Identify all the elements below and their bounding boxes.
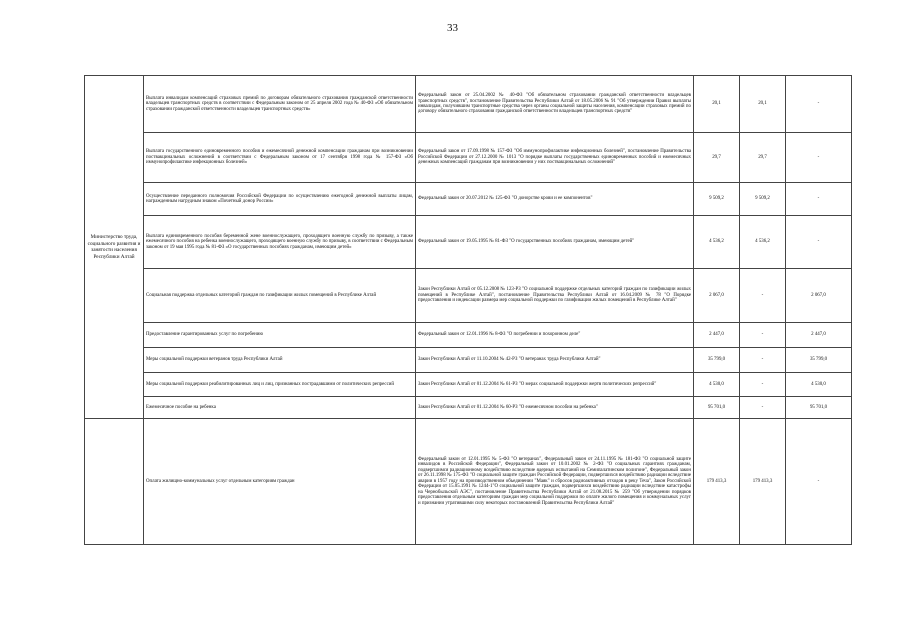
description-cell: Выплата единовременного пособия беременной жене военнослужащего, проходящего военную службу по призыву, а также ежемесячного пособия на ребенка военнослужащего, проходящего военную службу по призыву, в соответствии с Федеральным законом от 19 мая 1995 года № 81-ФЗ «О государственных пособиях гражданам, имеющим детей» xyxy=(144,216,416,269)
amount-total-cell: 20,1 xyxy=(694,76,740,133)
law-cell: Закон Республики Алтай от 11.10.2004 № 42-РЗ "О ветеранах труда Республики Алтай" xyxy=(416,348,694,373)
amount-regional-cell: - xyxy=(786,183,852,216)
amount-regional-cell: 35 799,0 xyxy=(786,348,852,373)
amount-federal-cell: - xyxy=(740,269,786,323)
amount-regional-cell: - xyxy=(786,216,852,269)
expenditure-table xyxy=(84,75,852,545)
amount-federal-cell: - xyxy=(740,323,786,348)
amount-federal-cell: 4 536,2 xyxy=(740,216,786,269)
description-cell: Меры социальной поддержки ветеранов труда Республики Алтай xyxy=(144,348,416,373)
amount-regional-cell: 95 701,0 xyxy=(786,397,852,419)
amount-total-cell: 179 413,3 xyxy=(694,419,740,545)
description-cell: Предоставление гарантированных услуг по погребению xyxy=(144,323,416,348)
organization-cell: Министерство труда, социального развития и занятости населения Республики Алтай xyxy=(85,76,144,419)
amount-regional-cell: 2 447,0 xyxy=(786,323,852,348)
amount-regional-cell: - xyxy=(786,76,852,133)
page-number: 33 xyxy=(447,22,458,34)
description-cell: Выплата государственного единовременного пособия и ежемесячной денежной компенсации гражданам при возникновении поствакцинальных осложнений в соответствии с Федеральным законом от 17 сентября 1998 года № 157-ФЗ «Об иммунопрофилактике инфекционных болезней» xyxy=(144,133,416,183)
table-row xyxy=(85,76,852,133)
description-cell: Осуществление переданного полномочия Российской Федерации по осуществлению ежегодной денежной выплаты лицам, награжденным нагрудным знаком «Почетный донор России» xyxy=(144,183,416,216)
table-row xyxy=(85,216,852,269)
amount-federal-cell: 20,1 xyxy=(740,76,786,133)
law-cell: Закон Республики Алтай от 05.12.2008 № 123-РЗ "О социальной поддержке отдельных категорий граждан по газификации жилых помещений в Республике Алтай", постановление Правительства Республики Алтай от 16.04.2009 № 78 "О Порядке предоставления и индексации размера мер социальной поддержки по газификации жилых помещений в Республике Алтай" xyxy=(416,269,694,323)
amount-federal-cell: - xyxy=(740,373,786,397)
law-cell: Федеральный закон от 12.01.1995 № 5-ФЗ "О ветеранах", Федеральный закон от 24.11.1995 № 181-ФЗ "О социальной защите инвалидов в Российской Федерации", Федеральный закон от 10.01.2002 № 2-ФЗ "О социальных гарантиях гражданам, подвергшимся радиационному воздействию вследствие ядерных испытаний на Семипалатинском полигоне", Федеральный закон от 26.11.1998 № 175-ФЗ "О социальной защите граждан Российской Федерации, подвергшихся воздействию радиации вследствие аварии в 1957 году на производственном объединении "Маяк" и сбросов радиоактивных отходов в реку Теча", Закон Российской Федерации от 15.05.1991 № 1244-1"О социальной защите граждан, подвергшихся воздействию радиации вследствие катастрофы на Чернобыльской АЭС", постановление Правительства Республики Алтай от 21.08.2015 № 259 "Об утверждении порядков предоставления отдельным категориям граждан мер социальной поддержки по оплате жилого помещения и коммунальных услуг и признании утратившими силу некоторых постановлений Правительства Республики Алтай" xyxy=(416,419,694,545)
amount-total-cell: 9 509,2 xyxy=(694,183,740,216)
law-cell: Федеральный закон от 19.05.1995 № 81-ФЗ "О государственных пособиях гражданам, имеющим детей" xyxy=(416,216,694,269)
organization-cell-blank xyxy=(85,419,144,545)
table-row xyxy=(85,419,852,545)
amount-total-cell: 4 530,0 xyxy=(694,373,740,397)
amount-total-cell: 2 447,0 xyxy=(694,323,740,348)
amount-regional-cell: 4 530,0 xyxy=(786,373,852,397)
law-cell: Федеральный закон от 25.04.2002 № 40-ФЗ "Об обязательном страховании гражданской ответственности владельцев транспортных средств", постановление Правительства Республики Алтай от 18.05.2006 № 91 "Об утверждении Правил выплаты инвалидам, получившим транспортные средства через органы социальной защиты населения, компенсации страховых премий по договору обязательного страхования гражданской ответственности владельцев транспортных средств" xyxy=(416,76,694,133)
law-cell: Закон Республики Алтай от 01.12.2004 № 60-РЗ "О ежемесячном пособии на ребенка" xyxy=(416,397,694,419)
law-cell: Закон Республики Алтай от 01.12.2004 № 61-РЗ "О мерах социальной поддержки жертв политических репрессий" xyxy=(416,373,694,397)
description-cell: Ежемесячное пособие на ребенка xyxy=(144,397,416,419)
amount-total-cell: 35 799,0 xyxy=(694,348,740,373)
amount-federal-cell: - xyxy=(740,348,786,373)
amount-federal-cell: 29,7 xyxy=(740,133,786,183)
table-row xyxy=(85,269,852,323)
table-row xyxy=(85,133,852,183)
table-row xyxy=(85,323,852,348)
amount-federal-cell: - xyxy=(740,397,786,419)
table-row xyxy=(85,397,852,419)
description-cell: Социальная поддержка отдельных категорий граждан по газификации жилых помещений в Республике Алтай xyxy=(144,269,416,323)
description-cell: Выплата инвалидам компенсаций страховых премий по договорам обязательного страхования гражданской ответственности владельцев транспортных средств в соответствии с Федеральным законом от 25 апреля 2002 года № 40-ФЗ «Об обязательном страховании гражданской ответственности владельцев транспортных средств» xyxy=(144,76,416,133)
amount-regional-cell: - xyxy=(786,419,852,545)
description-cell: Оплата жилищно-коммунальных услуг отдельным категориям граждан xyxy=(144,419,416,545)
description-cell: Меры социальной поддержки реабилитированных лиц и лиц, признанных пострадавшими от политических репрессий xyxy=(144,373,416,397)
amount-total-cell: 29,7 xyxy=(694,133,740,183)
amount-regional-cell: 2 067,0 xyxy=(786,269,852,323)
table-row xyxy=(85,348,852,373)
table-row xyxy=(85,373,852,397)
law-cell: Федеральный закон от 17.09.1998 № 157-ФЗ "Об иммунопрофилактике инфекционных болезней", постановление Правительства Российской Федерации от 27.12.2000 № 1013 "О порядке выплаты государственных единовременных пособий и ежемесячных денежных компенсаций гражданам при возникновении у них поствакцинальных осложнений" xyxy=(416,133,694,183)
amount-regional-cell: - xyxy=(786,133,852,183)
amount-federal-cell: 9 509,2 xyxy=(740,183,786,216)
amount-total-cell: 95 701,0 xyxy=(694,397,740,419)
amount-total-cell: 2 067,0 xyxy=(694,269,740,323)
law-cell: Федеральный закон от 20.07.2012 № 125-ФЗ "О донорстве крови и ее компонентов" xyxy=(416,183,694,216)
amount-total-cell: 4 536,2 xyxy=(694,216,740,269)
amount-federal-cell: 179 413,3 xyxy=(740,419,786,545)
table-row xyxy=(85,183,852,216)
law-cell: Федеральный закон от 12.01.1996 № 8-ФЗ "О погребении и похоронном деле" xyxy=(416,323,694,348)
